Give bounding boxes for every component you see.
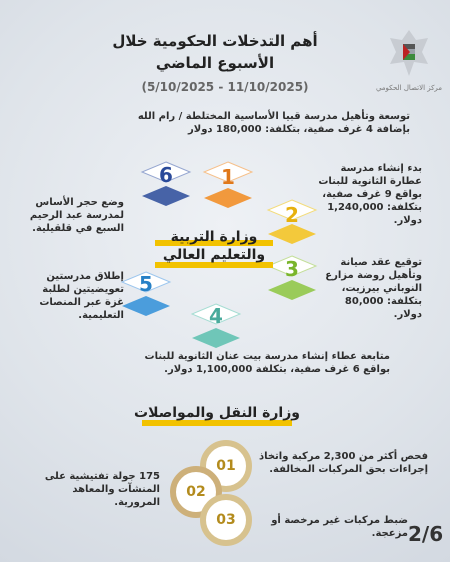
edu-item-1-text: توسعة وتأهيل مدرسة قبيا الأساسية المختلطة / رام الله بإضافة 4 غرف صفية، بتكلفة: 180,000 دولار xyxy=(137,111,410,135)
edu-item-3-text: توقيع عقد صيانة وتأهيل روضة مزارع النوباني بيرزيت، بتكلفة: 80,000 دولار. xyxy=(325,257,422,320)
logo-caption: مركز الاتصال الحكومي xyxy=(375,84,443,92)
edu-item-2-text: بدء إنشاء مدرسة عطارة الثانوية للبنات بواقع 9 غرف صفية، بتكلفة: 1,240,000 دولار. xyxy=(318,163,422,226)
edu-ministry-title xyxy=(150,228,278,264)
transport-item-2-text: 175 جولة تفتيشية على المنشآت والمعاهد المرورية. xyxy=(44,471,160,508)
edu-item-5-text: إطلاق مدرستين تعويضيتين لطلبة غزة عبر المنصات التعليمية. xyxy=(39,271,124,321)
cube-4-number: 4 xyxy=(209,304,223,328)
cube-1-number: 1 xyxy=(221,165,235,189)
cube-3-number: 3 xyxy=(285,257,299,281)
title-line-1: أهم التدخلات الحكومية خلال xyxy=(112,32,318,50)
transport-item-1-text: فحص أكثر من 2,300 مركبة واتخاذ إجراءات بحق المركبات المخالفة. xyxy=(258,451,428,475)
date-range: (5/10/2025 - 11/10/2025) xyxy=(141,80,309,94)
transport-circle-02: 02 xyxy=(170,466,222,518)
cube-2-number: 2 xyxy=(285,203,299,227)
transport-item-3-text: ضبط مركبات غير مرخصة أو مزعجة. xyxy=(271,515,408,539)
cube-5-number: 5 xyxy=(139,272,153,296)
palestine-eagle-logo-icon xyxy=(384,24,434,86)
title-line-2: الأسبوع الماضي xyxy=(155,54,275,72)
edu-ministry-line-2: والتعليم العالي xyxy=(162,247,266,263)
cube-6-number: 6 xyxy=(159,163,173,187)
page-number: 2/6 xyxy=(408,522,444,546)
edu-ministry-line-1: وزارة التربية xyxy=(170,229,258,245)
page-title xyxy=(70,30,360,74)
edu-item-4-text: متابعة عطاء إنشاء مدرسة بيت عنان الثانوية للبنات بواقع 6 غرف صفية، بتكلفة 1,100,000 دولار. xyxy=(144,351,390,375)
transport-circle-03: 03 xyxy=(200,494,252,546)
transport-ministry-title: وزارة النقل والمواصلات xyxy=(134,405,300,421)
transport-circle-01: 01 xyxy=(200,440,252,492)
edu-item-6-text: وضع حجر الأساس لمدرسة عبد الرحيم السبع في قلقيلية. xyxy=(29,197,124,234)
